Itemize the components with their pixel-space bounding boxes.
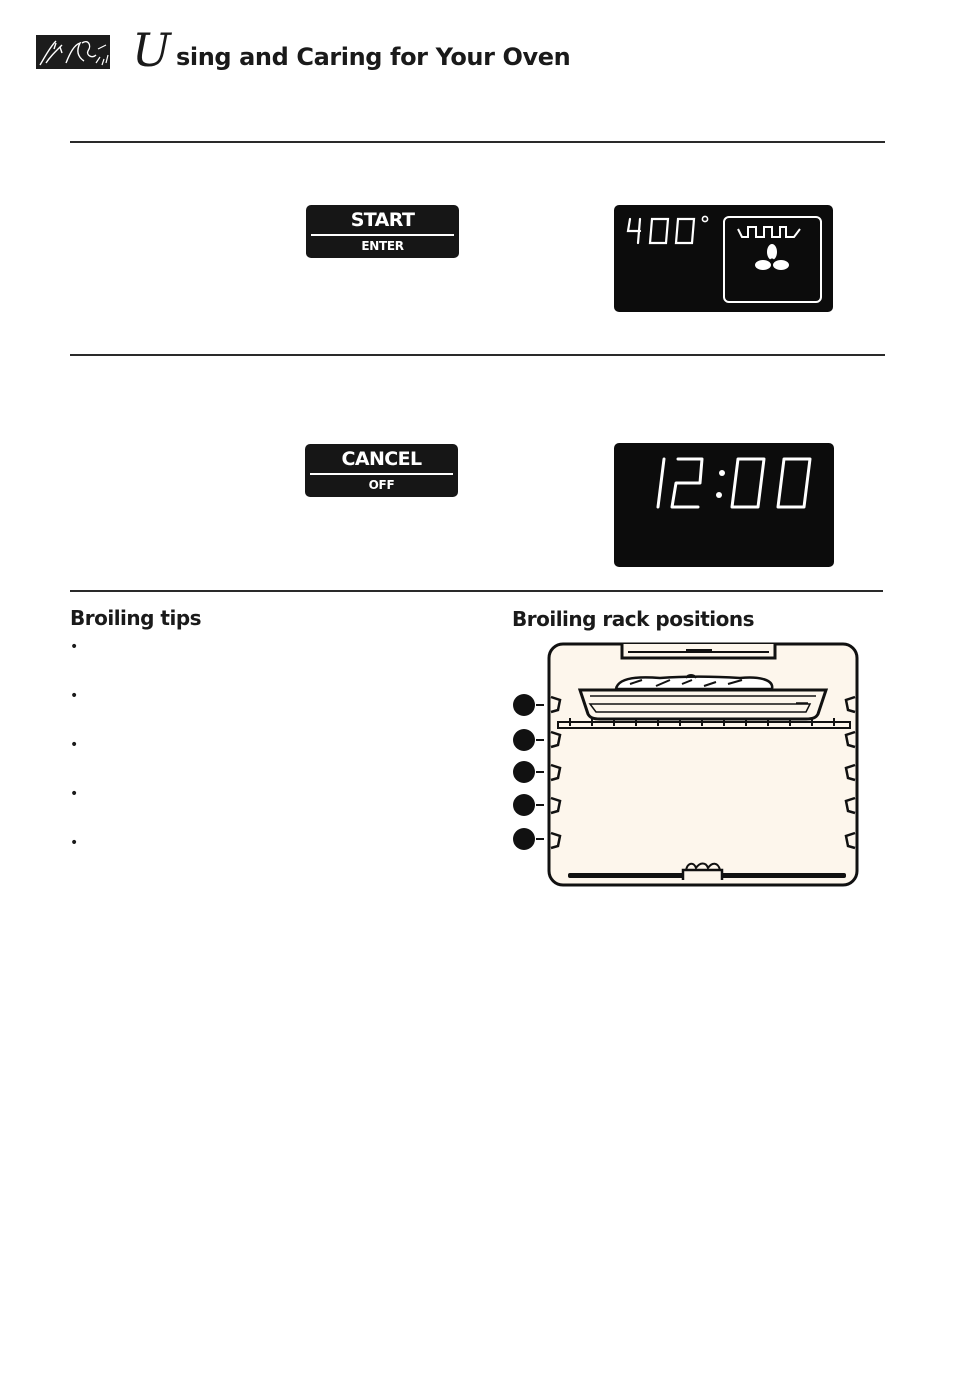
section-divider: [70, 354, 885, 356]
brand-logo: [36, 35, 110, 69]
rack-position-2-marker: [513, 729, 535, 751]
page-title-initial: U: [132, 23, 171, 77]
oven-rack-diagram: [510, 640, 860, 890]
button-divider: [311, 234, 454, 236]
off-button-label: OFF: [368, 478, 395, 492]
tip-bullet: •: [70, 786, 79, 802]
tip-bullet: •: [70, 639, 79, 655]
start-button-label: START: [350, 209, 415, 231]
oven-cavity-illustration: [510, 640, 860, 890]
rack-position-1-marker: [513, 694, 535, 716]
convection-fan-icon: [755, 244, 789, 270]
brand-logo-icon: [36, 35, 110, 69]
tip-bullet: •: [70, 835, 79, 851]
rack-position-5-marker: [513, 828, 535, 850]
tip-bullet: •: [70, 737, 79, 753]
page-title: sing and Caring for Your Oven: [176, 43, 571, 71]
oven-display-clock: [614, 443, 834, 567]
broiling-tips-heading: Broiling tips: [70, 606, 202, 630]
rack-position-4-marker: [513, 794, 535, 816]
oven-display-temperature: [614, 205, 833, 312]
section-divider: [70, 590, 883, 592]
section-divider: [70, 141, 885, 143]
broil-element-icon: [738, 227, 800, 237]
rack-positions-heading: Broiling rack positions: [512, 607, 755, 631]
start-enter-button[interactable]: [306, 205, 459, 258]
rack-position-markers: [513, 694, 544, 850]
rack-position-3-marker: [513, 761, 535, 783]
tip-bullet: •: [70, 688, 79, 704]
enter-button-label: ENTER: [361, 239, 404, 253]
temperature-readout: [614, 205, 833, 312]
button-divider: [310, 473, 453, 475]
clock-readout: [614, 443, 834, 567]
cancel-off-button[interactable]: [305, 444, 458, 497]
cancel-button-label: CANCEL: [341, 448, 422, 470]
